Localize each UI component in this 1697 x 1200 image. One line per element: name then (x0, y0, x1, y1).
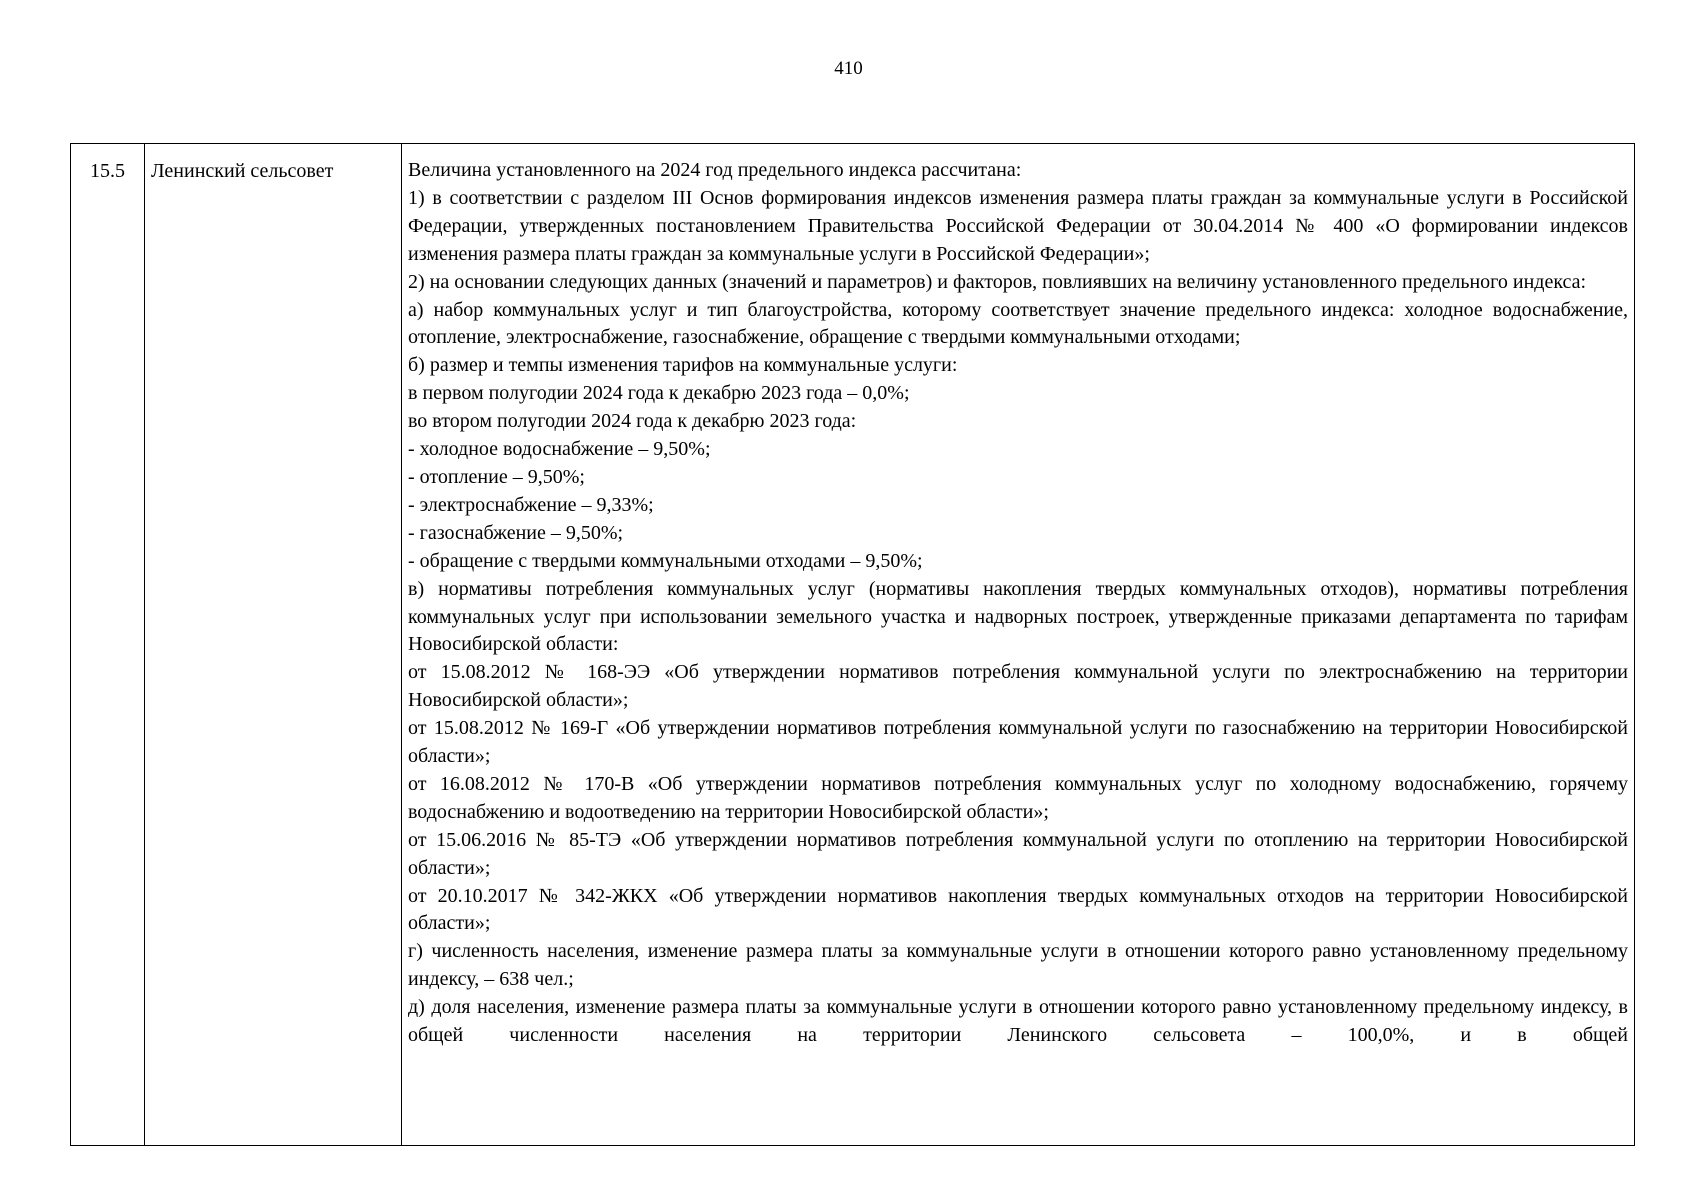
paragraph: - отопление – 9,50%; (408, 465, 585, 488)
paragraph: - обращение с твердыми коммунальными отходами – 9,50%; (408, 549, 923, 572)
paragraph: в первом полугодии 2024 года к декабрю 2023 года – 0,0%; (408, 382, 910, 405)
paragraph: от 15.08.2012 № 169-Г «Об утверждении нормативов потребления коммунальной услуги по газоснабжению на территории Новосибирской области»; (408, 717, 1628, 768)
paragraph: Величина установленного на 2024 год предельного индекса рассчитана: (408, 159, 1022, 181)
index-table (70, 143, 1635, 1146)
paragraph: от 20.10.2017 № 342-ЖКХ «Об утверждении нормативов накопления твердых коммунальных отходов на территории Новосибирской области»; (408, 884, 1628, 935)
table-row (71, 144, 1635, 1146)
municipality-name: Ленинский сельсовет (145, 144, 402, 1146)
row-number: 15.5 (71, 144, 145, 1146)
justification-text (402, 144, 1635, 1146)
paragraph: б) размер и темпы изменения тарифов на коммунальные услуги: (408, 354, 958, 377)
paragraph: от 15.08.2012 № 168-ЭЭ «Об утверждении нормативов потребления коммунальной услуги по электроснабжению на территории Новосибирской области»; (408, 661, 1628, 712)
paragraph: а) набор коммунальных услуг и тип благоустройства, которому соответствует значение предельного индекса: холодное водоснабжение, отопление, электроснабжение, газоснабжение, обращение с твердыми коммунальными отходами; (408, 298, 1628, 349)
paragraph: г) численность населения, изменение размера платы за коммунальные услуги в отношении которого равно установленному предельному индексу, – 638 чел.; (408, 940, 1628, 991)
paragraph: от 15.06.2016 № 85-ТЭ «Об утверждении нормативов потребления коммунальной услуги по отоплению на территории Новосибирской области»; (408, 828, 1628, 879)
paragraph: 1) в соответствии с разделом III Основ формирования индексов изменения размера платы граждан за коммунальные услуги в Российской Федерации, утвержденных постановлением Правительства Российской Федерации от 30.04.2014 № 400 «О формировании индексов изменения размера платы граждан за коммунальные услуги в Российской Федерации»; (408, 186, 1628, 265)
paragraph: - газоснабжение – 9,50%; (408, 521, 624, 544)
paragraph: в) нормативы потребления коммунальных услуг (нормативы накопления твердых коммунальных отходов), нормативы потребления коммунальных услуг при использовании земельного участка и надворных построек, утвержденные приказами департамента по тарифам Новосибирской области: (408, 577, 1628, 656)
paragraph: д) доля населения, изменение размера платы за коммунальные услуги в отношении которого равно установленному предельному индексу, в общей численности населения на территории Ленинского сельсовета – 100,0%, и в общей (408, 996, 1628, 1047)
page-number: 410 (834, 58, 863, 79)
paragraph: - холодное водоснабжение – 9,50%; (408, 438, 711, 461)
paragraph: 2) на основании следующих данных (значений и параметров) и факторов, повлиявших на величину установленного предельного индекса: (408, 270, 1587, 293)
paragraph: во втором полугодии 2024 года к декабрю 2023 года: (408, 410, 857, 433)
paragraph: - электроснабжение – 9,33%; (408, 493, 654, 516)
paragraph: от 16.08.2012 № 170-В «Об утверждении нормативов потребления коммунальных услуг по холодному водоснабжению, горячему водоснабжению и водоотведению на территории Новосибирской области»; (408, 772, 1628, 823)
